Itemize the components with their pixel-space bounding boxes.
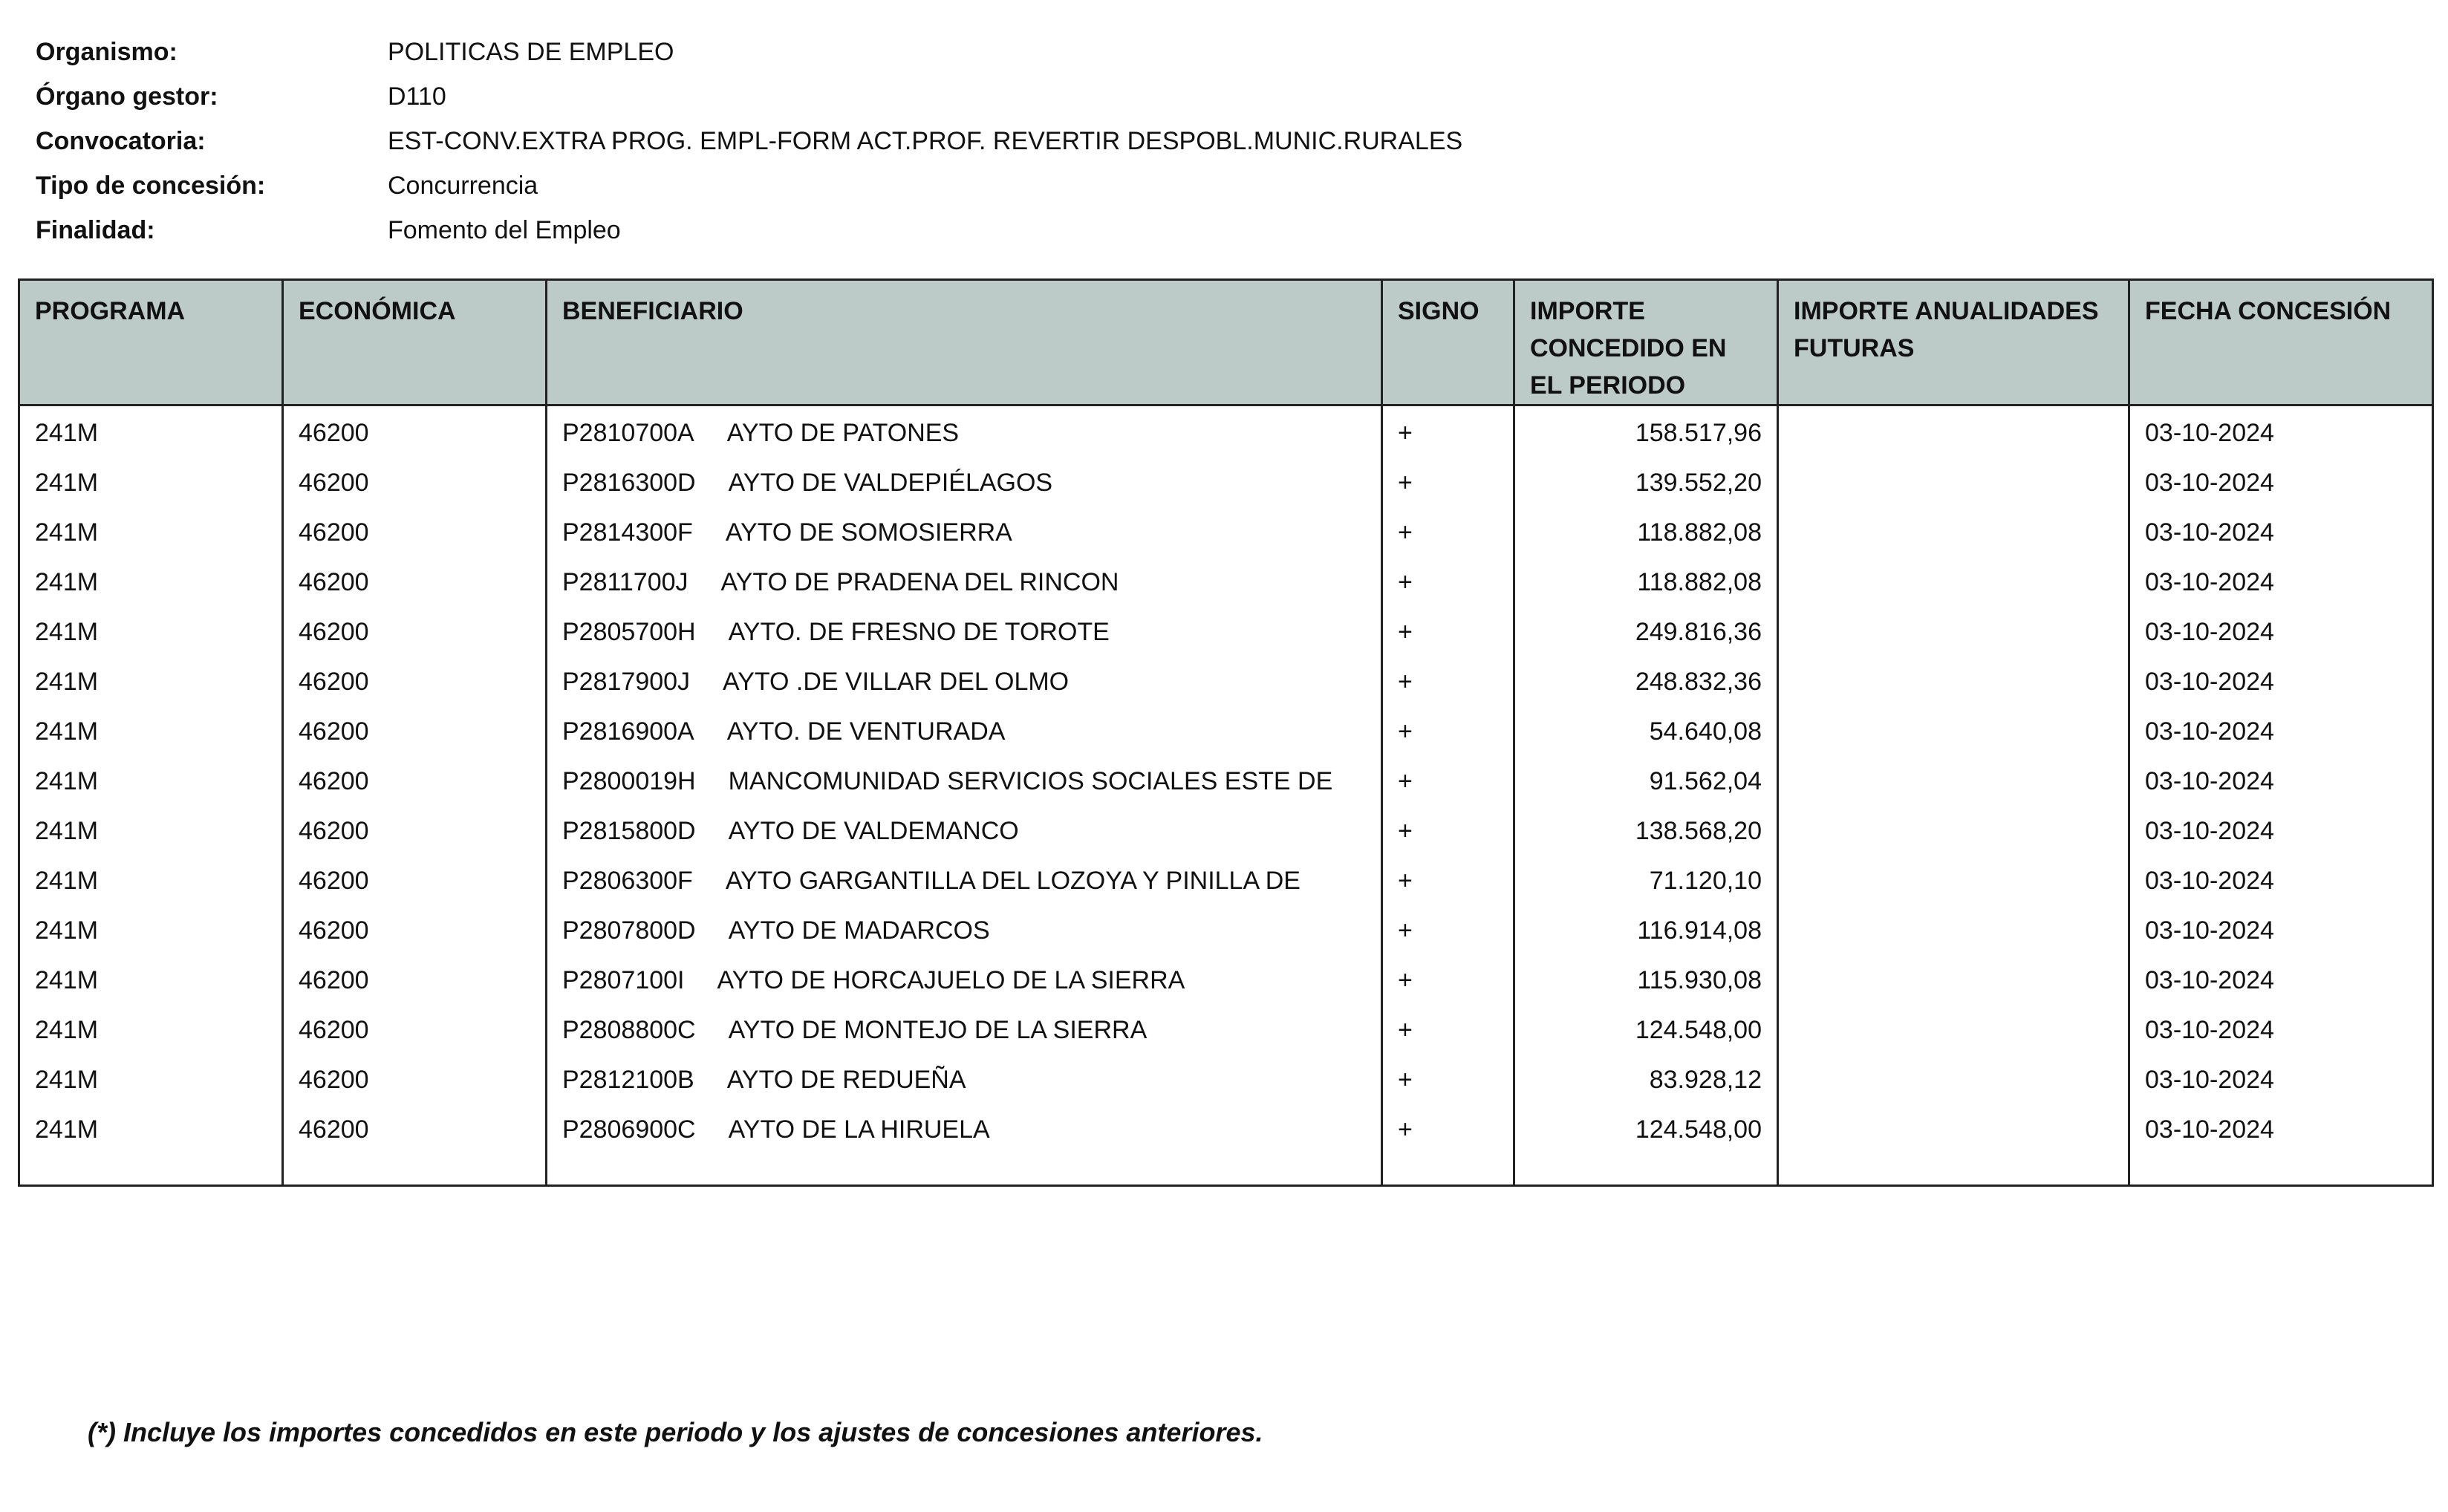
cell-signo: + [1382, 506, 1514, 555]
beneficiario-name: AYTO DE VALDEMANCO [728, 817, 1019, 845]
cell-importe-futuras [1778, 506, 2129, 555]
cell-beneficiario [547, 705, 1382, 755]
cell-fecha-concesion: 03-10-2024 [2129, 1003, 2433, 1053]
cell-signo: + [1382, 605, 1514, 655]
cell-importe-concedido: 118.882,08 [1514, 506, 1778, 555]
cell-importe-concedido: 139.552,20 [1514, 456, 1778, 506]
table-row [19, 655, 2433, 705]
column-header-beneficiario: BENEFICIARIO [547, 280, 1382, 405]
column-header-importe-futuras: IMPORTE ANUALIDADES FUTURAS [1778, 280, 2129, 405]
cell-fecha-concesion: 03-10-2024 [2129, 655, 2433, 705]
cell-fecha-concesion: 03-10-2024 [2129, 506, 2433, 555]
cell-programa: 241M [19, 456, 283, 506]
cell-importe-futuras [1778, 804, 2129, 854]
cell-economica: 46200 [283, 954, 547, 1003]
table-row [19, 555, 2433, 605]
beneficiario-nif: P2815800D [562, 817, 696, 845]
beneficiario-nif: P2806900C [562, 1115, 696, 1144]
cell-signo: + [1382, 755, 1514, 804]
cell-importe-futuras [1778, 605, 2129, 655]
cell-importe-concedido: 116.914,08 [1514, 904, 1778, 954]
spacer-cell [1514, 1153, 1778, 1185]
table-row [19, 1103, 2433, 1153]
cell-economica: 46200 [283, 904, 547, 954]
footnote: (*) Incluye los importes concedidos en este periodo y los ajustes de concesiones anteriores. [88, 1417, 1263, 1447]
cell-importe-futuras [1778, 655, 2129, 705]
cell-signo: + [1382, 555, 1514, 605]
spacer-cell [1382, 1153, 1514, 1185]
cell-programa: 241M [19, 605, 283, 655]
cell-programa: 241M [19, 904, 283, 954]
cell-fecha-concesion: 03-10-2024 [2129, 705, 2433, 755]
beneficiario-nif: P2807800D [562, 916, 696, 945]
cell-programa: 241M [19, 854, 283, 904]
table-row [19, 854, 2433, 904]
beneficiario-name: AYTO DE PRADENA DEL RINCON [720, 568, 1119, 596]
beneficiario-nif: P2812100B [562, 1066, 694, 1094]
meta-value: POLITICAS DE EMPLEO [388, 37, 674, 66]
beneficiario-nif: P2806300F [562, 867, 693, 895]
table-spacer-row [19, 1153, 2433, 1185]
cell-importe-concedido: 248.832,36 [1514, 655, 1778, 705]
cell-importe-concedido: 71.120,10 [1514, 854, 1778, 904]
beneficiario-nif: P2800019H [562, 767, 696, 795]
cell-importe-concedido: 124.548,00 [1514, 1103, 1778, 1153]
cell-signo: + [1382, 904, 1514, 954]
cell-beneficiario [547, 804, 1382, 854]
cell-beneficiario [547, 1103, 1382, 1153]
cell-beneficiario [547, 1053, 1382, 1103]
cell-importe-futuras [1778, 1103, 2129, 1153]
beneficiario-nif: P2807100I [562, 966, 685, 994]
beneficiario-nif: P2808800C [562, 1016, 696, 1044]
cell-beneficiario [547, 655, 1382, 705]
meta-row-tipo-concesion [36, 163, 2190, 208]
beneficiario-name: AYTO DE MADARCOS [728, 916, 990, 945]
cell-beneficiario [547, 854, 1382, 904]
cell-economica: 46200 [283, 405, 547, 457]
beneficiario-nif: P2814300F [562, 518, 693, 547]
table-row [19, 755, 2433, 804]
meta-value: Concurrencia [388, 171, 538, 200]
beneficiario-name: MANCOMUNIDAD SERVICIOS SOCIALES ESTE DE [728, 767, 1333, 795]
spacer-cell [19, 1153, 283, 1185]
cell-economica: 46200 [283, 655, 547, 705]
cell-signo: + [1382, 954, 1514, 1003]
cell-importe-futuras [1778, 1003, 2129, 1053]
table-row [19, 954, 2433, 1003]
cell-signo: + [1382, 705, 1514, 755]
table-row [19, 605, 2433, 655]
cell-importe-futuras [1778, 954, 2129, 1003]
spacer-cell [1778, 1153, 2129, 1185]
cell-economica: 46200 [283, 1103, 547, 1153]
cell-beneficiario [547, 405, 1382, 457]
meta-label: Organismo: [36, 37, 178, 66]
cell-economica: 46200 [283, 804, 547, 854]
table-row [19, 904, 2433, 954]
beneficiario-nif: P2810700A [562, 419, 694, 447]
cell-economica: 46200 [283, 605, 547, 655]
column-header-signo: SIGNO [1382, 280, 1514, 405]
meta-row-organo-gestor [36, 74, 2190, 119]
cell-importe-futuras [1778, 755, 2129, 804]
cell-beneficiario [547, 605, 1382, 655]
cell-fecha-concesion: 03-10-2024 [2129, 954, 2433, 1003]
meta-value: D110 [388, 82, 446, 111]
cell-economica: 46200 [283, 555, 547, 605]
cell-fecha-concesion: 03-10-2024 [2129, 755, 2433, 804]
cell-economica: 46200 [283, 705, 547, 755]
cell-signo: + [1382, 1103, 1514, 1153]
table-row [19, 456, 2433, 506]
spacer-cell [283, 1153, 547, 1185]
cell-importe-futuras [1778, 555, 2129, 605]
beneficiario-name: AYTO GARGANTILLA DEL LOZOYA Y PINILLA DE [725, 867, 1300, 895]
beneficiario-name: AYTO DE VALDEPIÉLAGOS [728, 469, 1053, 497]
cell-fecha-concesion: 03-10-2024 [2129, 1053, 2433, 1103]
cell-fecha-concesion: 03-10-2024 [2129, 605, 2433, 655]
cell-signo: + [1382, 804, 1514, 854]
column-header-fecha-concesion: FECHA CONCESIÓN [2129, 280, 2433, 405]
table-row [19, 705, 2433, 755]
beneficiario-nif: P2805700H [562, 618, 696, 646]
beneficiario-name: AYTO. DE FRESNO DE TOROTE [728, 618, 1110, 646]
meta-label: Finalidad: [36, 215, 155, 244]
grants-table [18, 278, 2434, 1187]
meta-row-organismo [36, 30, 2190, 74]
cell-importe-futuras [1778, 456, 2129, 506]
cell-programa: 241M [19, 1053, 283, 1103]
beneficiario-name: AYTO DE HORCAJUELO DE LA SIERRA [717, 966, 1185, 994]
cell-fecha-concesion: 03-10-2024 [2129, 1103, 2433, 1153]
cell-importe-concedido: 118.882,08 [1514, 555, 1778, 605]
table-header-row [19, 280, 2433, 405]
cell-importe-concedido: 249.816,36 [1514, 605, 1778, 655]
meta-label: Tipo de concesión: [36, 171, 266, 200]
cell-programa: 241M [19, 804, 283, 854]
cell-fecha-concesion: 03-10-2024 [2129, 405, 2433, 457]
beneficiario-nif: P2811700J [562, 568, 688, 596]
cell-signo: + [1382, 456, 1514, 506]
beneficiario-nif: P2816300D [562, 469, 696, 497]
cell-importe-futuras [1778, 904, 2129, 954]
cell-programa: 241M [19, 1103, 283, 1153]
table-row [19, 506, 2433, 555]
spacer-cell [547, 1153, 1382, 1185]
cell-beneficiario [547, 755, 1382, 804]
column-header-programa: PROGRAMA [19, 280, 283, 405]
spacer-cell [2129, 1153, 2433, 1185]
cell-economica: 46200 [283, 854, 547, 904]
cell-signo: + [1382, 655, 1514, 705]
cell-importe-concedido: 158.517,96 [1514, 405, 1778, 457]
cell-importe-futuras [1778, 705, 2129, 755]
cell-importe-concedido: 54.640,08 [1514, 705, 1778, 755]
meta-value: Fomento del Empleo [388, 215, 621, 244]
cell-economica: 46200 [283, 1053, 547, 1103]
column-header-economica: ECONÓMICA [283, 280, 547, 405]
cell-economica: 46200 [283, 755, 547, 804]
cell-importe-concedido: 115.930,08 [1514, 954, 1778, 1003]
cell-programa: 241M [19, 655, 283, 705]
meta-label: Convocatoria: [36, 126, 206, 155]
beneficiario-name: AYTO DE MONTEJO DE LA SIERRA [728, 1016, 1148, 1044]
cell-importe-futuras [1778, 405, 2129, 457]
cell-importe-concedido: 91.562,04 [1514, 755, 1778, 804]
cell-importe-futuras [1778, 1053, 2129, 1103]
cell-programa: 241M [19, 755, 283, 804]
cell-fecha-concesion: 03-10-2024 [2129, 854, 2433, 904]
cell-fecha-concesion: 03-10-2024 [2129, 804, 2433, 854]
cell-beneficiario [547, 506, 1382, 555]
cell-programa: 241M [19, 506, 283, 555]
meta-value: EST-CONV.EXTRA PROG. EMPL-FORM ACT.PROF. REVERTIR DESPOBL.MUNIC.RURALES [388, 126, 1463, 155]
cell-beneficiario [547, 555, 1382, 605]
metadata-block [36, 30, 2190, 252]
cell-economica: 46200 [283, 506, 547, 555]
beneficiario-name: AYTO .DE VILLAR DEL OLMO [723, 668, 1070, 696]
cell-fecha-concesion: 03-10-2024 [2129, 456, 2433, 506]
beneficiario-nif: P2816900A [562, 717, 694, 746]
beneficiario-name: AYTO. DE VENTURADA [726, 717, 1006, 746]
beneficiario-name: AYTO DE SOMOSIERRA [725, 518, 1012, 547]
beneficiario-name: AYTO DE PATONES [726, 419, 960, 447]
cell-importe-concedido: 138.568,20 [1514, 804, 1778, 854]
cell-importe-concedido: 83.928,12 [1514, 1053, 1778, 1103]
beneficiario-name: AYTO DE REDUEÑA [726, 1066, 966, 1094]
cell-economica: 46200 [283, 1003, 547, 1053]
meta-row-convocatoria [36, 119, 2190, 163]
cell-programa: 241M [19, 1003, 283, 1053]
column-header-importe-concedido: IMPORTE CONCEDIDO EN EL PERIODO [1514, 280, 1778, 405]
cell-programa: 241M [19, 555, 283, 605]
cell-signo: + [1382, 854, 1514, 904]
table-row [19, 1003, 2433, 1053]
cell-importe-futuras [1778, 854, 2129, 904]
cell-fecha-concesion: 03-10-2024 [2129, 904, 2433, 954]
table-row [19, 405, 2433, 457]
cell-signo: + [1382, 1053, 1514, 1103]
cell-programa: 241M [19, 405, 283, 457]
cell-programa: 241M [19, 705, 283, 755]
cell-importe-concedido: 124.548,00 [1514, 1003, 1778, 1053]
meta-label: Órgano gestor: [36, 82, 218, 111]
cell-beneficiario [547, 1003, 1382, 1053]
table-body [19, 405, 2433, 1186]
cell-fecha-concesion: 03-10-2024 [2129, 555, 2433, 605]
beneficiario-nif: P2817900J [562, 668, 691, 696]
beneficiario-name: AYTO DE LA HIRUELA [728, 1115, 990, 1144]
table-row [19, 1053, 2433, 1103]
cell-beneficiario [547, 456, 1382, 506]
cell-signo: + [1382, 405, 1514, 457]
cell-beneficiario [547, 904, 1382, 954]
table-row [19, 804, 2433, 854]
cell-beneficiario [547, 954, 1382, 1003]
cell-economica: 46200 [283, 456, 547, 506]
cell-programa: 241M [19, 954, 283, 1003]
meta-row-finalidad [36, 208, 2190, 252]
cell-signo: + [1382, 1003, 1514, 1053]
